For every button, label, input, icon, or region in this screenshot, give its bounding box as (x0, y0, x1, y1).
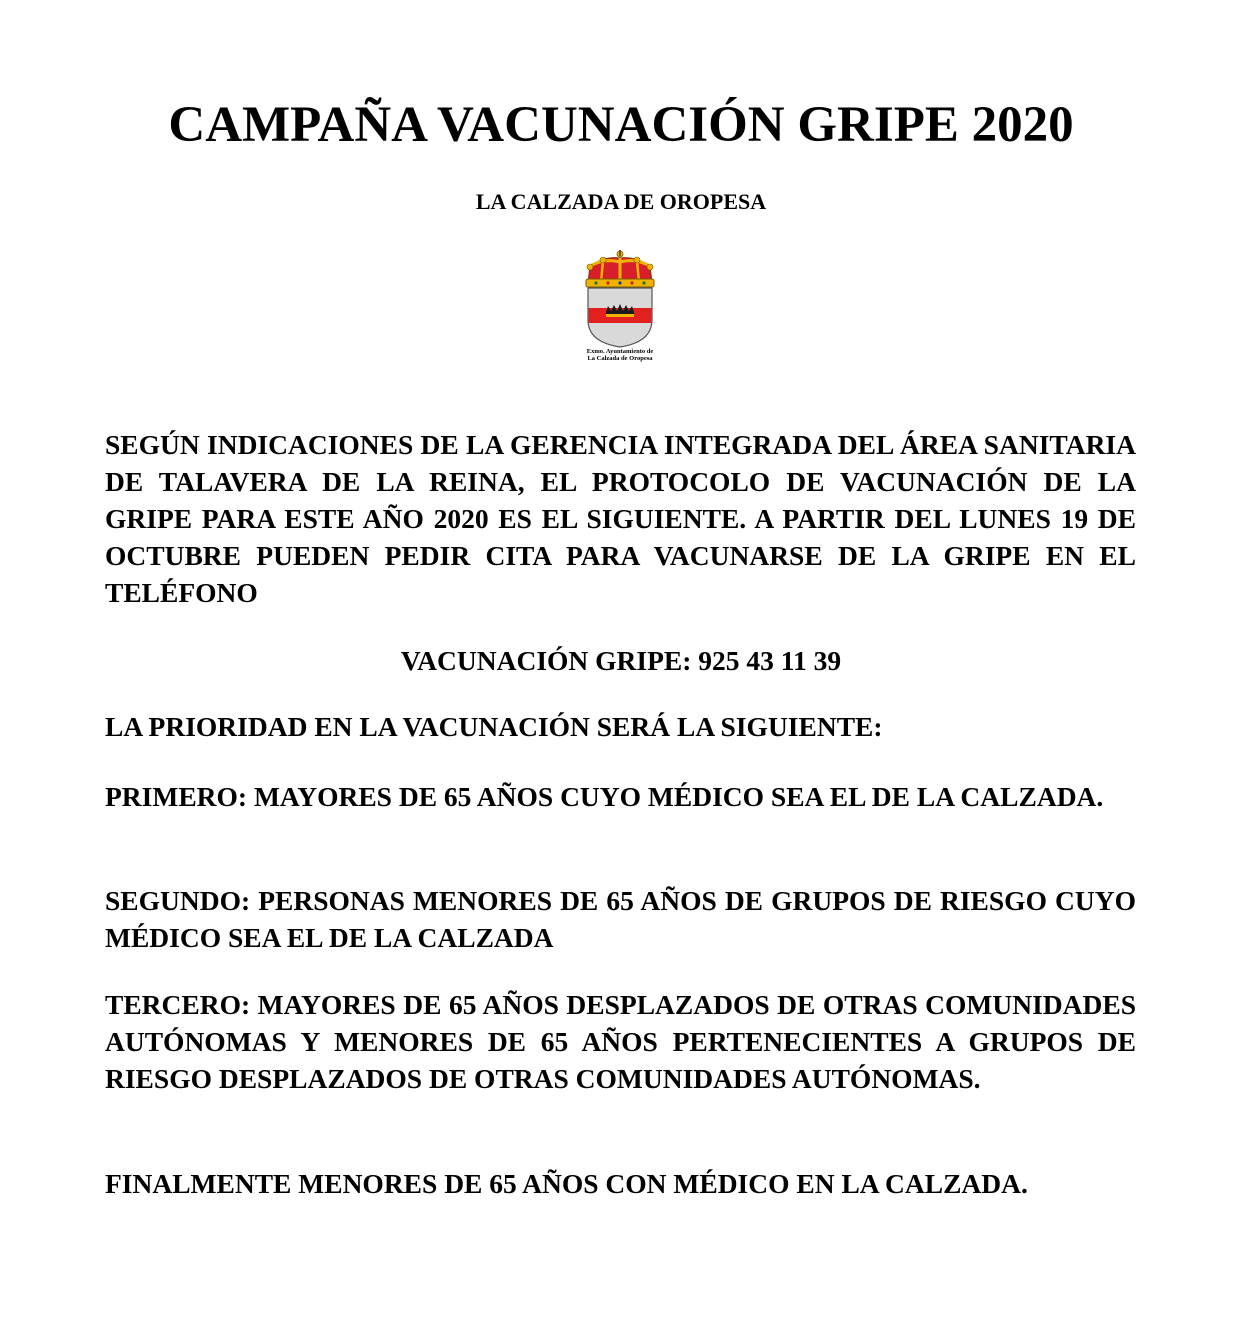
intro-paragraph: SEGÚN INDICACIONES DE LA GERENCIA INTEGRADA DEL ÁREA SANITARIA DE TALAVERA DE LA REINA, EL PROTOCOLO DE VACUNACIÓN DE LA GRIPE PARA ESTE AÑO 2020 ES EL SIGUIENTE. A PARTIR DEL LUNES 19 DE OCTUBRE PUEDEN PEDIR CITA PARA VACUNARSE DE LA GRIPE EN EL TELÉFONO (105, 429, 1136, 608)
crown-icon (586, 250, 654, 287)
phone-line: VACUNACIÓN GRIPE: 925 43 11 39 (400, 645, 842, 676)
priority-second: SEGUNDO: PERSONAS MENORES DE 65 AÑOS DE GRUPOS DE RIESGO CUYO MÉDICO SEA EL DE LA CALZADA (105, 885, 1136, 953)
crest-caption-line1: Exmo. Ayuntamiento de (586, 348, 654, 355)
town-name: LA CALZADA DE OROPESA (475, 189, 767, 214)
crest-caption-line2: La Calzada de Oropesa (587, 355, 653, 362)
priority-third: TERCERO: MAYORES DE 65 AÑOS DESPLAZADOS DE OTRAS COMUNIDADES AUTÓNOMAS Y MENORES DE 65 AÑOS PERTENECIENTES A GRUPOS DE RIESGO DESPLAZADOS DE OTRAS COMUNIDADES AUTÓNOMAS. (105, 989, 1136, 1094)
page-title: CAMPAÑA VACUNACIÓN GRIPE 2020 (168, 97, 1074, 153)
priority-heading: LA PRIORIDAD EN LA VACUNACIÓN SERÁ LA SIGUIENTE: (105, 711, 883, 742)
shield-icon (588, 288, 652, 347)
priority-first: PRIMERO: MAYORES DE 65 AÑOS CUYO MÉDICO SEA EL DE LA CALZADA. (105, 781, 1104, 812)
crest-caption (560, 348, 680, 362)
priority-finally: FINALMENTE MENORES DE 65 AÑOS CON MÉDICO EN LA CALZADA. (105, 1168, 1028, 1199)
